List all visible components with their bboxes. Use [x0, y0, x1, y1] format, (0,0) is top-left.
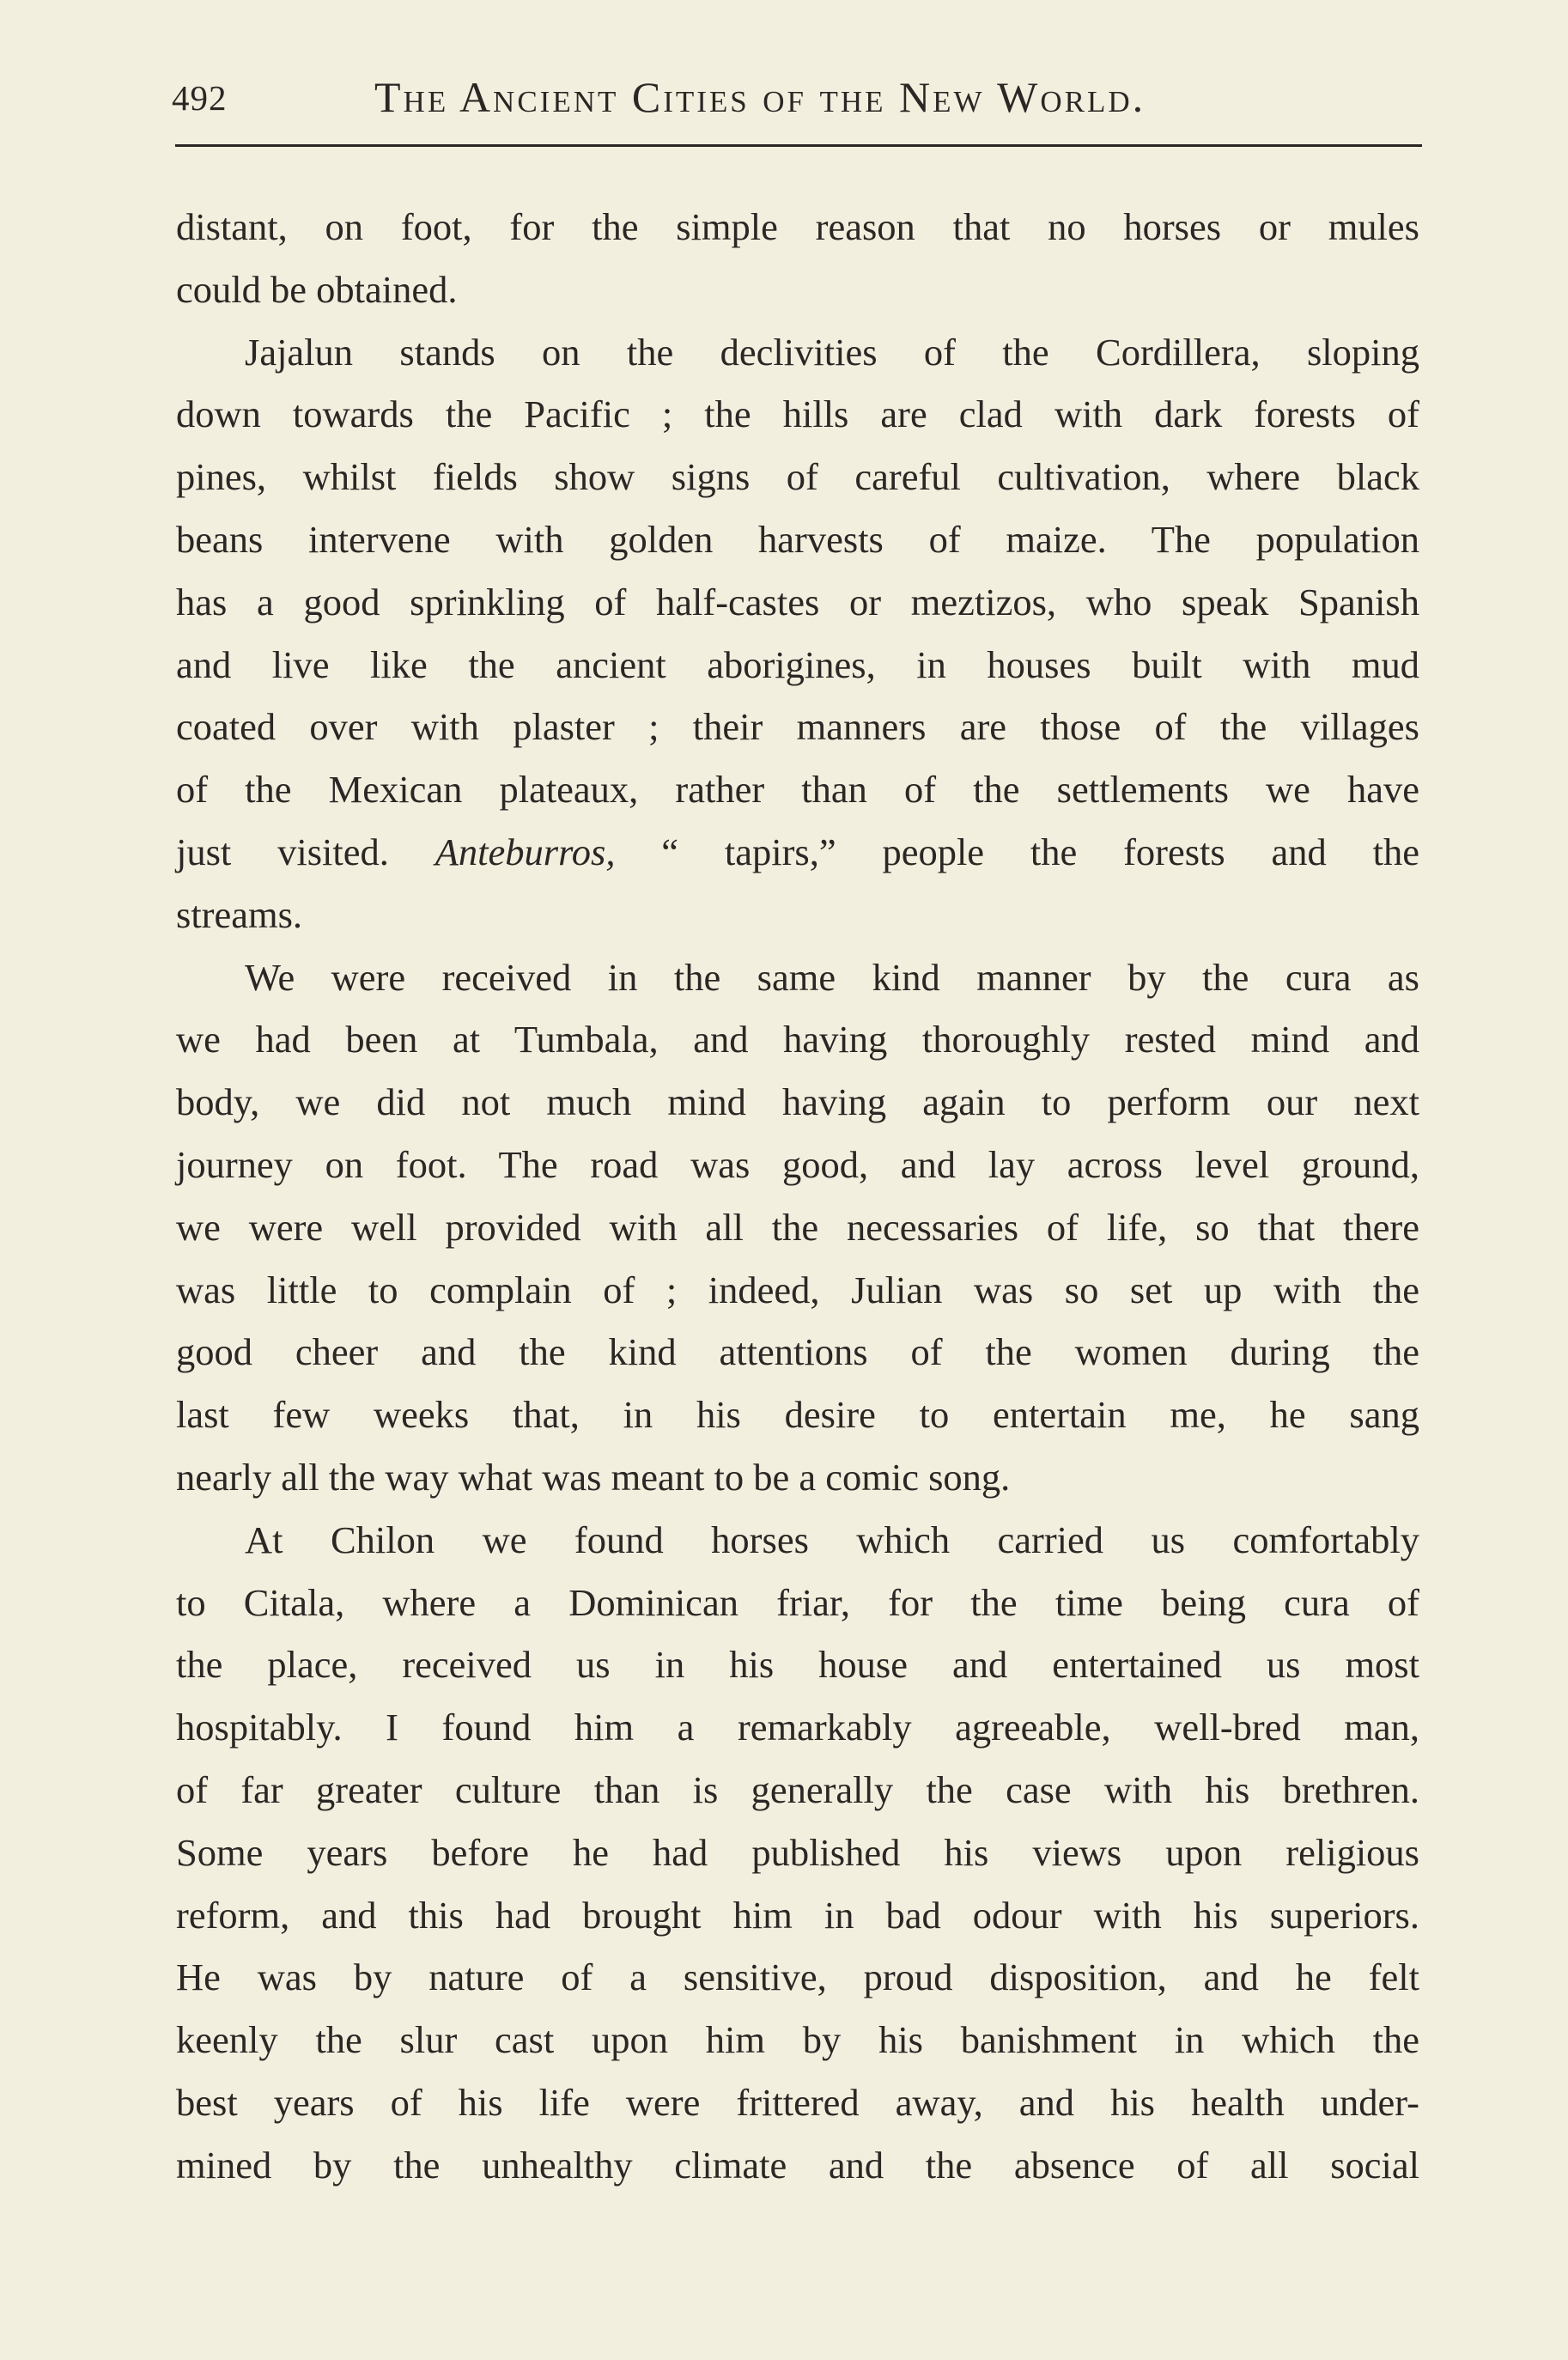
text-line: reform, and this had brought him in bad odour with his superiors. — [176, 1893, 1419, 1937]
text-line: we had been at Tumbala, and having thoroughly rested mind and — [176, 1018, 1419, 1061]
text-line: of the Mexican plateaux, rather than of the settlements we have — [176, 768, 1419, 812]
text-line: We were received in the same kind manner by the cura as — [245, 955, 1419, 999]
text-line: journey on foot. The road was good, and lay across level ground, — [176, 1142, 1419, 1186]
text-line: At Chilon we found horses which carried us comfortably — [245, 1518, 1419, 1561]
text-line: Jajalun stands on the declivities of the Cordillera, sloping — [245, 330, 1419, 374]
text-line: He was by nature of a sensitive, proud disposition, and he felt — [176, 1956, 1419, 1999]
text-line: keenly the slur cast upon him by his banishment in which the — [176, 2018, 1419, 2062]
text-line: was little to complain of ; indeed, Julian was so set up with the — [176, 1268, 1419, 1311]
header-rule — [175, 144, 1422, 147]
text-line: Some years before he had published his views upon religious — [176, 1830, 1419, 1874]
text-line: mined by the unhealthy climate and the absence of all social — [176, 2143, 1419, 2187]
text-line: beans intervene with golden harvests of maize. The population — [176, 517, 1419, 561]
text-line: nearly all the way what was meant to be a comic song. — [176, 1455, 1011, 1499]
text-line: last few weeks that, in his desire to entertain me, he sang — [176, 1393, 1419, 1437]
text-line: streams. — [176, 892, 303, 936]
text-line: down towards the Pacific ; the hills are clad with dark forests of — [176, 392, 1419, 436]
page-header — [172, 72, 1425, 132]
text-line: coated over with plaster ; their manners are those of the villages — [176, 705, 1419, 749]
text-line: good cheer and the kind attentions of the women during the — [176, 1330, 1419, 1374]
text-line: distant, on foot, for the simple reason that no horses or mules — [176, 205, 1419, 248]
text-line: pines, whilst fields show signs of careful cultivation, where black — [176, 455, 1419, 499]
text-line: body, we did not much mind having again to perform our next — [176, 1080, 1419, 1124]
text-line: to Citala, where a Dominican friar, for the time being cura of — [176, 1580, 1419, 1624]
text-line-mixed — [176, 821, 1419, 884]
running-title: The Ancient Cities of the New World. — [374, 73, 1146, 121]
text-line: has a good sprinkling of half-castes or meztizos, who speak Spanish — [176, 580, 1419, 623]
text-line: we were well provided with all the necessaries of life, so that there — [176, 1205, 1419, 1249]
text-segment: just visited. — [176, 830, 389, 873]
text-line: hospitably. I found him a remarkably agreeable, well-bred man, — [176, 1706, 1419, 1749]
text-line: best years of his life were frittered away, and his health under- — [176, 2080, 1419, 2124]
text-line: could be obtained. — [176, 267, 458, 311]
text-line: and live like the ancient aborigines, in houses built with mud — [176, 642, 1419, 686]
body-text — [176, 196, 1419, 2197]
italic-term: Anteburros, — [435, 830, 616, 873]
text-segment: “ tapirs,” people the forests and the — [661, 830, 1419, 873]
text-line: the place, received us in his house and entertained us most — [176, 1643, 1419, 1687]
page-number: 492 — [172, 78, 228, 118]
text-line: of far greater culture than is generally the case with his brethren. — [176, 1767, 1419, 1811]
